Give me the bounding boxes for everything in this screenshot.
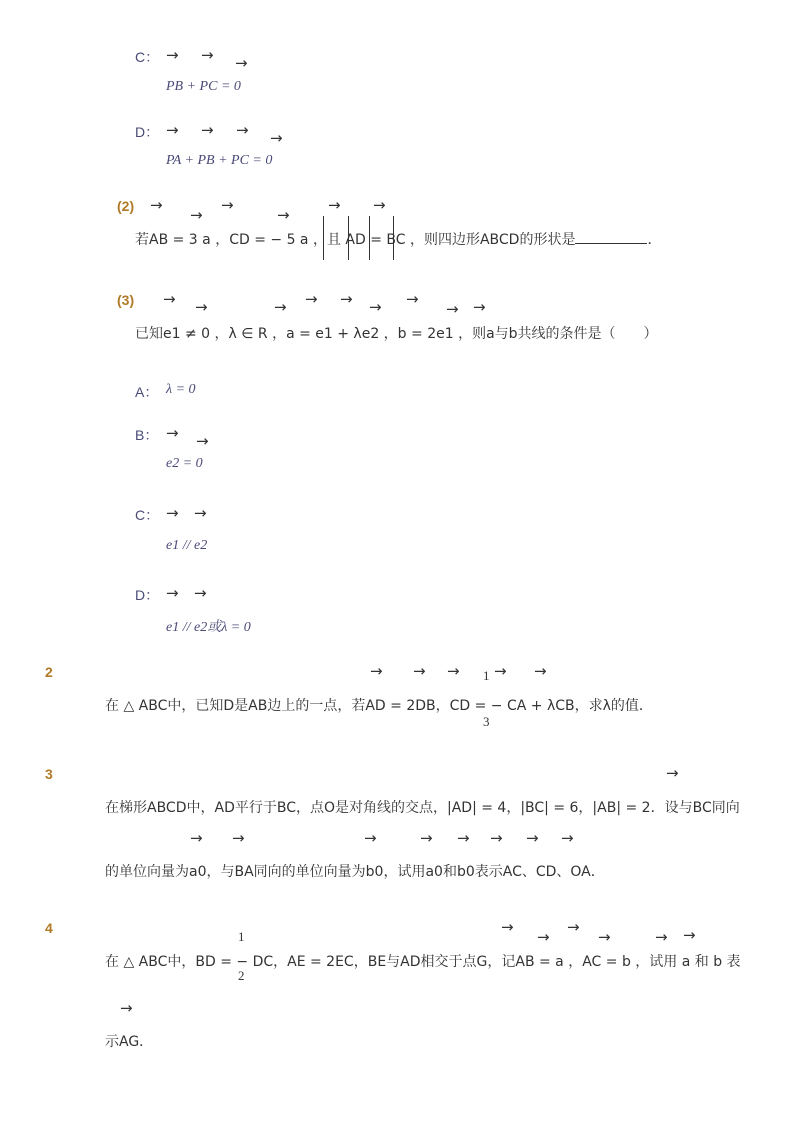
- vector-arrow: →: [490, 829, 503, 847]
- vector-arrow: →: [567, 918, 580, 936]
- vector-arrow: →: [598, 928, 611, 946]
- option-c-expr: PB + PC = 0: [166, 79, 241, 94]
- vector-arrow: →: [655, 928, 668, 946]
- fraction-denominator: 3: [483, 714, 490, 729]
- option-c-label: C：: [135, 507, 160, 523]
- vector-arrow: →: [473, 298, 486, 316]
- vector-arrow: →: [406, 290, 419, 308]
- option-c-label: C：: [135, 49, 160, 65]
- question-4-line-1: 在 △ ABC中，BD = − DC，AE = 2EC，BE与AD相交于点G，记AB = a ，AC = b ，试用 a 和 b 表: [105, 954, 741, 970]
- vector-arrow: →: [447, 662, 460, 680]
- vector-arrow: →: [494, 662, 507, 680]
- vector-arrow: →: [328, 196, 341, 214]
- question-3-line-2: 的单位向量为a0，与BA同向的单位向量为b0，试用a0和b0表示AC、CD、OA．: [105, 864, 605, 880]
- vector-arrow: →: [340, 290, 353, 308]
- question-2-text: 在 △ ABC中，已知D是AB边上的一点，若AD = 2DB，CD = − CA + λCB，求λ的值．: [105, 698, 653, 714]
- option-a-expr: λ = 0: [166, 382, 196, 397]
- vector-arrow: →: [166, 584, 179, 602]
- vector-arrow: →: [195, 298, 208, 316]
- vector-arrow: →: [166, 46, 179, 64]
- vector-arrow: →: [150, 196, 163, 214]
- vector-arrow: →: [120, 999, 133, 1017]
- vector-arrow: →: [561, 829, 574, 847]
- option-b-expr: e2 = 0: [166, 456, 203, 471]
- vector-arrow: →: [370, 662, 383, 680]
- question-3-line-1: 在梯形ABCD中，AD平行于BC，点O是对角线的交点，|AD| = 4，|BC| = 6，|AB| = 2．设与BC同向: [105, 800, 740, 816]
- fraction-numerator: 1: [238, 929, 245, 944]
- vector-arrow: →: [190, 829, 203, 847]
- vector-arrow: →: [413, 662, 426, 680]
- fraction-numerator: 1: [483, 668, 490, 683]
- vector-arrow: →: [166, 424, 179, 442]
- option-b-label: B：: [135, 427, 159, 443]
- option-d-expr: PA + PB + PC = 0: [166, 153, 273, 168]
- vector-arrow: →: [194, 504, 207, 522]
- question-4-line-2: 示AG．: [105, 1034, 154, 1050]
- vector-arrow: →: [373, 196, 386, 214]
- subquestion-number: (2): [117, 198, 135, 214]
- question-number: 3: [45, 766, 53, 782]
- vector-arrow: →: [236, 121, 249, 139]
- vector-arrow: →: [534, 662, 547, 680]
- vector-arrow: →: [194, 584, 207, 602]
- vector-arrow: →: [501, 918, 514, 936]
- vector-arrow: →: [277, 206, 290, 224]
- vector-arrow: →: [666, 764, 679, 782]
- question-number: 4: [45, 920, 53, 936]
- fraction-denominator: 2: [238, 968, 245, 983]
- period: ．: [647, 232, 662, 248]
- vector-arrow: →: [201, 46, 214, 64]
- vector-arrow: →: [526, 829, 539, 847]
- subquestion-3-text: 已知e1 ≠ 0 ，λ ∈ R ，a = e1 + λe2 ，b = 2e1 ，则a与b共线的条件是（ ）: [135, 326, 658, 342]
- vector-arrow: →: [201, 121, 214, 139]
- vector-arrow: →: [274, 298, 287, 316]
- vector-arrow: →: [221, 196, 234, 214]
- vector-arrow: →: [683, 926, 696, 944]
- option-d-label: D：: [135, 587, 160, 603]
- vector-arrow: →: [166, 121, 179, 139]
- vector-arrow: →: [190, 206, 203, 224]
- vector-arrow: →: [196, 432, 209, 450]
- vector-arrow: →: [446, 300, 459, 318]
- vector-arrow: →: [232, 829, 245, 847]
- question-number: 2: [45, 664, 53, 680]
- subquestion-number: (3): [117, 292, 135, 308]
- vector-arrow: →: [420, 829, 433, 847]
- vector-arrow: →: [305, 290, 318, 308]
- option-d-expr: e1 // e2或λ = 0: [166, 620, 251, 635]
- vector-arrow: →: [235, 54, 248, 72]
- question-text: 若AB = 3 a ，CD = − 5 a ，且 AD = BC ，则四边形ABCD的形状是: [135, 232, 576, 248]
- vector-arrow: →: [457, 829, 470, 847]
- option-a-label: A：: [135, 384, 159, 400]
- subquestion-2-text: [135, 229, 661, 249]
- option-c-expr: e1 // e2: [166, 538, 208, 553]
- answer-blank: [575, 231, 647, 244]
- vector-arrow: →: [364, 829, 377, 847]
- vector-arrow: →: [163, 290, 176, 308]
- vector-arrow: →: [369, 298, 382, 316]
- option-d-label: D：: [135, 124, 160, 140]
- vector-arrow: →: [166, 504, 179, 522]
- vector-arrow: →: [537, 928, 550, 946]
- vector-arrow: →: [270, 129, 283, 147]
